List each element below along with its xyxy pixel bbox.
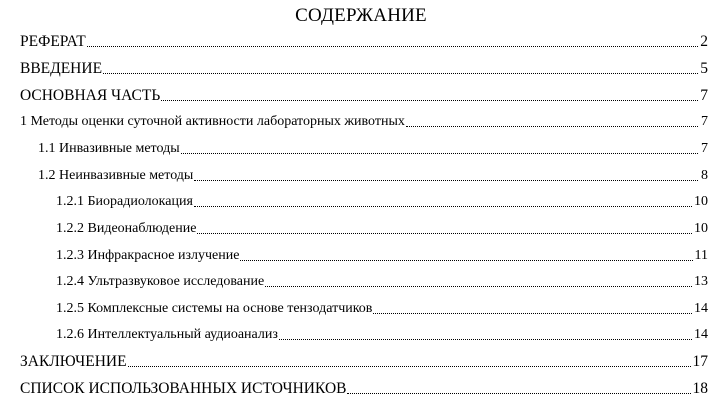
dot-leader: [128, 366, 691, 367]
toc-entry-label: 1.1 Инвазивные методы: [38, 141, 180, 156]
toc-entry-page: 18: [692, 380, 708, 397]
toc-entry-page: 10: [694, 221, 708, 236]
toc-entry-page: 13: [694, 274, 708, 289]
toc-entry-label: 1.2.5 Комплексные системы на основе тензодатчиков: [56, 301, 373, 316]
dot-leader: [181, 153, 698, 154]
toc-entry-section-1-2-4[interactable]: [56, 270, 708, 290]
dot-leader: [103, 73, 698, 74]
toc-entry-page: 5: [700, 60, 708, 77]
toc-entry-page: 10: [694, 194, 708, 209]
toc-entry-section-1-2-6[interactable]: [56, 323, 708, 343]
toc-entry-page: 7: [701, 141, 708, 156]
toc-entry-page: 11: [694, 248, 708, 263]
toc-entry-label: ВВЕДЕНИЕ: [20, 60, 103, 77]
toc-entry-section-1[interactable]: [20, 110, 708, 130]
toc-entry-page: 8: [701, 168, 708, 183]
toc-entry-label: РЕФЕРАТ: [20, 33, 86, 50]
toc-entry-section-1-2-1[interactable]: [56, 190, 708, 210]
toc-entry-main-part[interactable]: [20, 84, 708, 104]
toc-entry-label: 1.2.6 Интеллектуальный аудиоанализ: [56, 327, 278, 342]
toc-entry-section-1-2[interactable]: [38, 164, 708, 184]
toc-entry-label: 1 Методы оценки суточной активности лабораторных животных: [20, 114, 405, 129]
dot-leader: [197, 233, 692, 234]
toc-entry-page: 7: [701, 114, 708, 129]
toc-entry-page: 14: [694, 327, 708, 342]
toc-entry-page: 14: [694, 301, 708, 316]
toc-entry-label: 1.2.1 Биорадиолокация: [56, 194, 193, 209]
toc-entry-label: 1.2 Неинвазивные методы: [38, 168, 194, 183]
toc-entry-label: 1.2.3 Инфракрасное излучение: [56, 248, 240, 263]
dot-leader: [87, 46, 698, 47]
toc-entry-references[interactable]: [20, 377, 708, 397]
dot-leader: [373, 313, 692, 314]
dot-leader: [406, 126, 698, 127]
dot-leader: [194, 206, 692, 207]
toc-entry-referat[interactable]: [20, 30, 708, 50]
toc-entry-page: 2: [700, 33, 708, 50]
dot-leader: [265, 286, 692, 287]
toc-entry-label: 1.2.4 Ультразвуковое исследование: [56, 274, 265, 289]
dot-leader: [279, 339, 692, 340]
toc-entry-label: СПИСОК ИСПОЛЬЗОВАННЫХ ИСТОЧНИКОВ: [20, 380, 347, 397]
toc-entry-page: 7: [700, 87, 708, 104]
dot-leader: [347, 393, 690, 394]
toc-entry-page: 17: [692, 353, 708, 370]
toc-title: СОДЕРЖАНИЕ: [295, 5, 427, 26]
toc-entry-label: ОСНОВНАЯ ЧАСТЬ: [20, 87, 161, 104]
toc-entry-section-1-2-5[interactable]: [56, 297, 708, 317]
toc-entry-section-1-1[interactable]: [38, 137, 708, 157]
toc-entry-conclusion[interactable]: [20, 350, 708, 370]
dot-leader: [194, 180, 698, 181]
toc-entry-label: ЗАКЛЮЧЕНИЕ: [20, 353, 127, 370]
toc-entry-vvedenie[interactable]: [20, 57, 708, 77]
toc-entry-section-1-2-2[interactable]: [56, 217, 708, 237]
toc-entry-section-1-2-3[interactable]: [56, 244, 708, 264]
toc-entry-label: 1.2.2 Видеонаблюдение: [56, 221, 197, 236]
dot-leader: [161, 100, 698, 101]
dot-leader: [240, 260, 692, 261]
